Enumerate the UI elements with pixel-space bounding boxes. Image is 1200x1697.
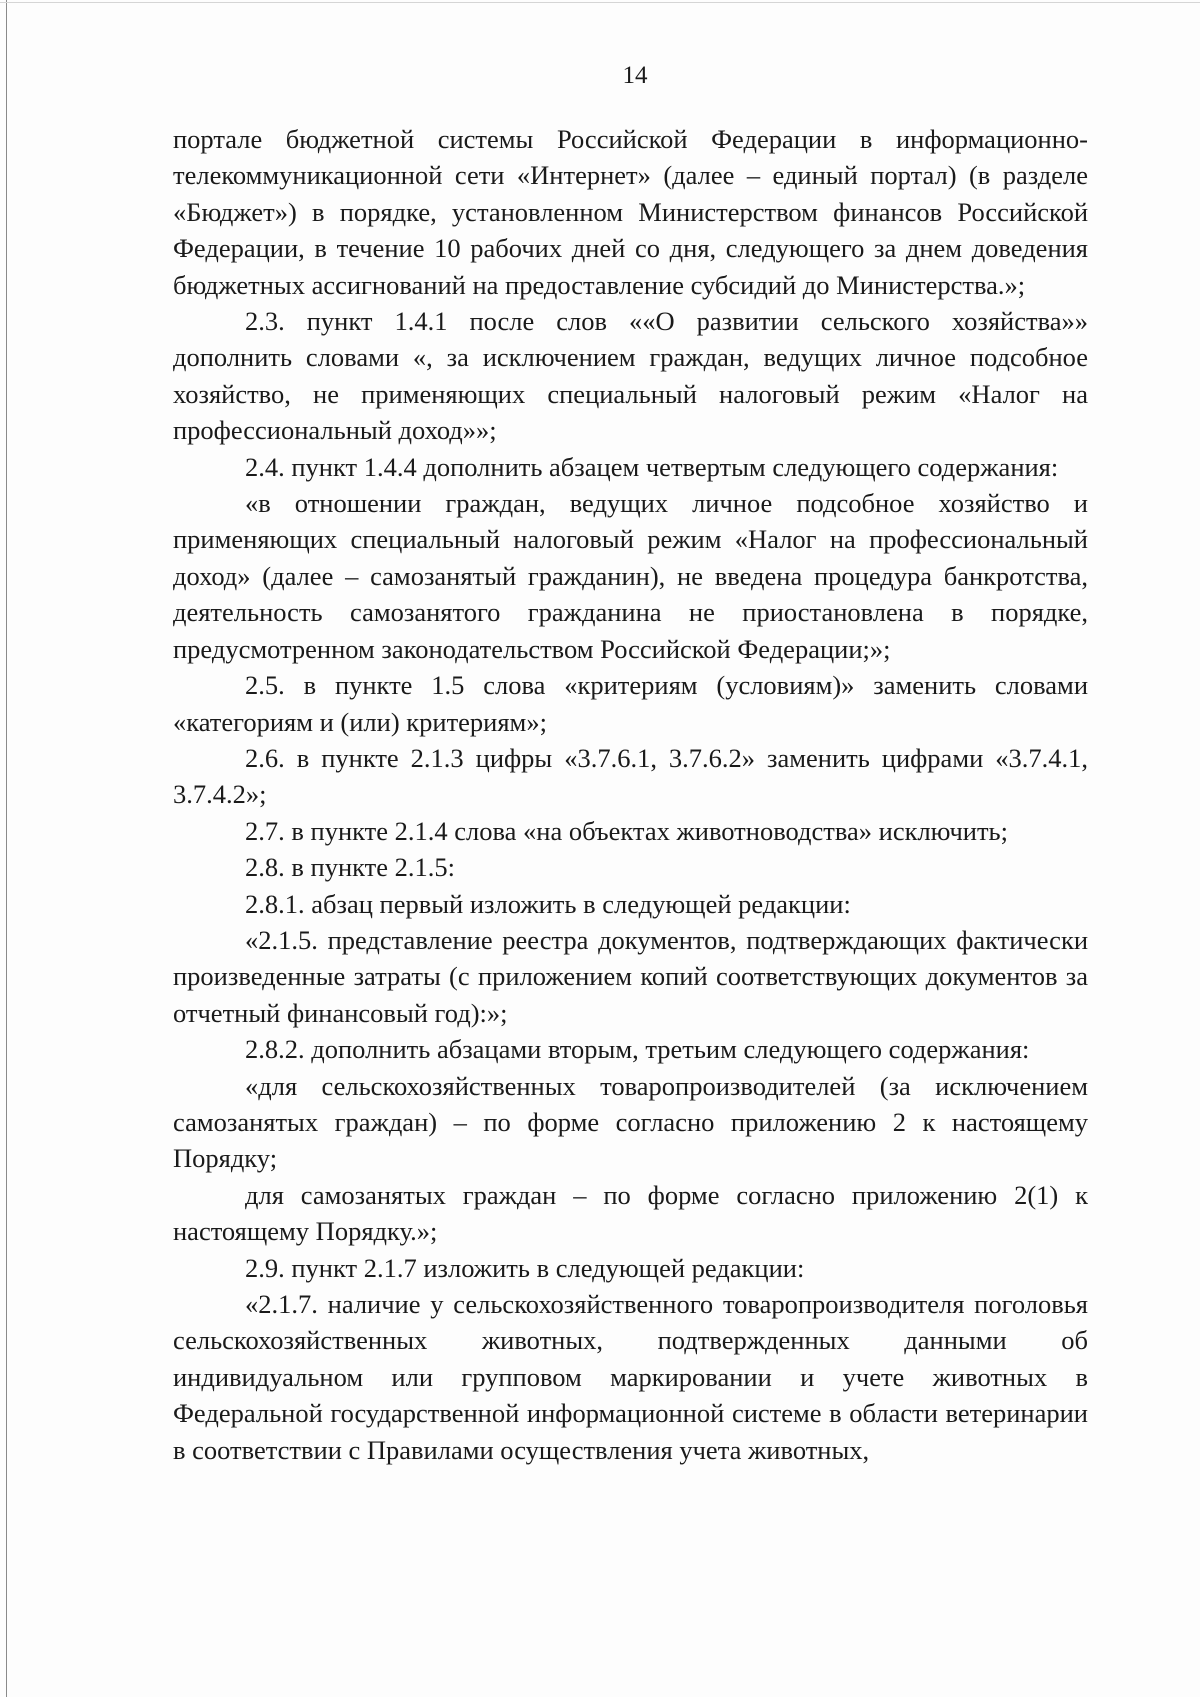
paragraph-self-employed: для самозанятых граждан – по форме согласно приложению 2(1) к настоящему Порядку.»; bbox=[173, 1179, 1088, 1247]
paragraph-2-8-2: 2.8.2. дополнить абзацами вторым, третьим следующего содержания: bbox=[245, 1034, 1030, 1065]
paragraph-portal-continuation: порталe бюджетной системы Российской Федерации в информационно-телекоммуникационной сети «Интернет» (далее – единый портал) (в разделе «Бюджет») в порядке, установленном Министерством финансов Российской Федерации, в течение 10 рабочих дней со дня, следующего за днем доведения бюджетных ассигнований на предоставление субсидий до Министерства.»; bbox=[173, 124, 1088, 300]
page-number: 14 bbox=[622, 62, 648, 89]
paragraph-2-8-1: 2.8.1. абзац первый изложить в следующей редакции: bbox=[245, 888, 851, 919]
paragraph-2-4-quote: «в отношении граждан, ведущих личное подсобное хозяйство и применяющих специальный налоговый режим «Налог на профессиональный доход» (далее – самозанятый гражданин), не введена процедура банкротства, деятельность самозанятого гражданина не приостановлена в порядке, предусмотренном законодательством Российской Федерации;»; bbox=[173, 488, 1088, 664]
paragraph-2-3: 2.3. пункт 1.4.1 после слов ««О развитии сельского хозяйства»» дополнить словами «, за исключением граждан, ведущих личное подсобное хозяйство, не применяющих специальный налоговый режим «Налог на профессиональный доход»»; bbox=[173, 306, 1088, 446]
paragraph-2-1-5-quote: «2.1.5. представление реестра документов, подтверждающих фактически произведенные затраты (с приложением копий соответствующих документов за отчетный финансовый год):»; bbox=[173, 924, 1088, 1028]
paragraph-2-5: 2.5. в пункте 1.5 слова «критериям (условиям)» заменить словами «категориям и (или) критериям»; bbox=[173, 670, 1088, 737]
paragraph-2-6: 2.6. в пункте 2.1.3 цифры «3.7.6.1, 3.7.6.2» заменить цифрами «3.7.4.1, 3.7.4.2»; bbox=[173, 742, 1088, 810]
paragraph-2-1-7-quote: «2.1.7. наличие у сельскохозяйственного товаропроизводителя поголовья сельскохозяйственных животных, подтвержденных данными об индивидуальном или групповом маркировании и учете животных в Федеральной государственной информационной системе в области ветеринарии в соответствии с Правилами осуществления учета животных, bbox=[173, 1289, 1088, 1465]
scan-edge-top bbox=[0, 2, 1200, 3]
document-body bbox=[173, 121, 1088, 1468]
paragraph-producers-quote: «для сельскохозяйственных товаропроизводителей (за исключением самозанятых граждан) – по форме согласно приложению 2 к настоящему Порядку; bbox=[173, 1070, 1088, 1174]
scan-edge-left bbox=[6, 0, 7, 1697]
paragraph-2-4: 2.4. пункт 1.4.4 дополнить абзацем четвертым следующего содержания: bbox=[245, 451, 1059, 482]
paragraph-2-8: 2.8. в пункте 2.1.5: bbox=[245, 852, 455, 883]
paragraph-2-9: 2.9. пункт 2.1.7 изложить в следующей редакции: bbox=[245, 1252, 805, 1283]
paragraph-2-7: 2.7. в пункте 2.1.4 слова «на объектах животноводства» исключить; bbox=[245, 815, 1009, 846]
